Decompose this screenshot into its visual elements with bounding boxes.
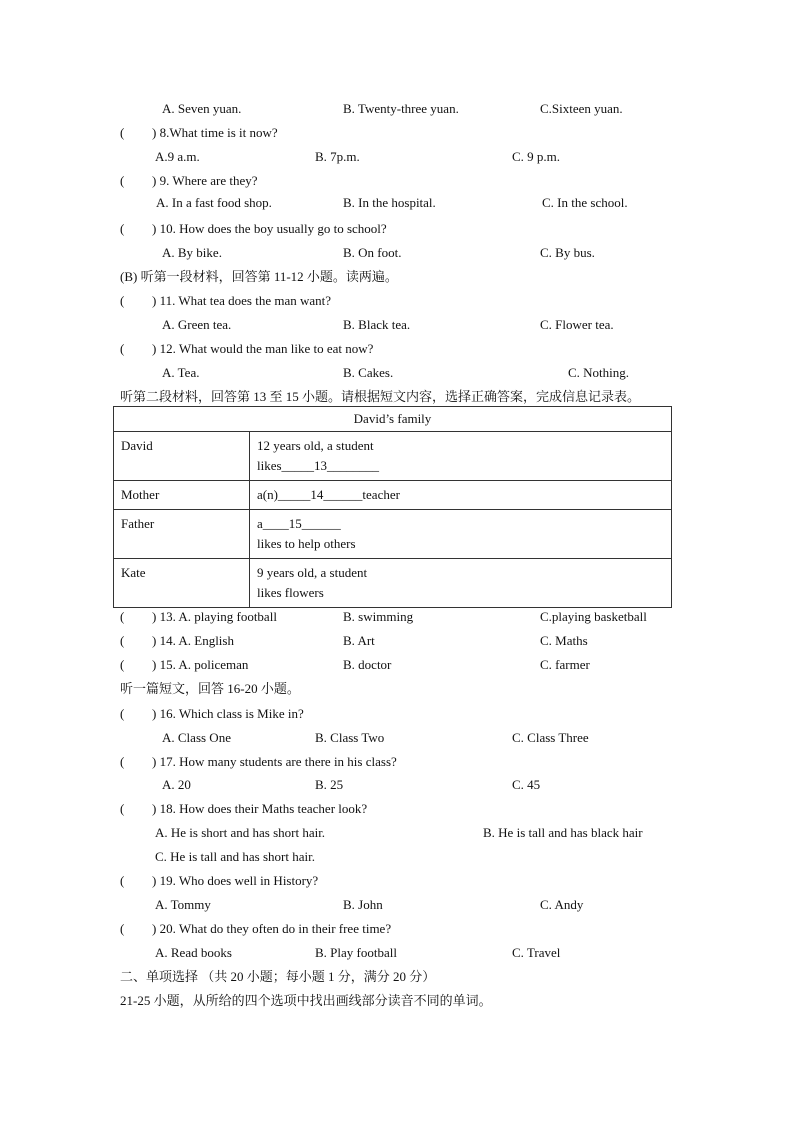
part2-title: 二、单项选择 （共 20 小题；每小题 1 分，满分 20 分） (120, 969, 436, 984)
q10-paren: ( (120, 221, 125, 236)
q8-option-c: C. 9 p.m. (512, 149, 561, 164)
davids-family-table (113, 406, 672, 608)
q17-stem: ) 17. How many students are there in his class? (152, 754, 397, 769)
q10-option-a: A. By bike. (162, 245, 222, 260)
q16-option-a: A. Class One (162, 730, 231, 745)
q18-option-c: C. He is tall and has short hair. (155, 849, 315, 864)
q20-option-a: A. Read books (155, 945, 232, 960)
q13-option-b: B. swimming (343, 609, 414, 624)
q15-stem: ) 15. A. policeman (152, 657, 249, 672)
row-info-line2: likes to help others (257, 536, 356, 551)
q14-stem: ) 14. A. English (152, 633, 234, 648)
q7-option-a: A. Seven yuan. (162, 101, 242, 116)
q10-stem: ) 10. How does the boy usually go to school? (152, 221, 387, 236)
row-info-line1: a(n)_____14______teacher (257, 487, 400, 502)
q20-option-c: C. Travel (512, 945, 561, 960)
q8-paren: ( (120, 125, 125, 140)
q8-option-a: A.9 a.m. (155, 149, 200, 164)
q13-option-c: C.playing basketball (540, 609, 647, 624)
q7-option-c: C.Sixteen yuan. (540, 101, 623, 116)
q13-stem: ) 13. A. playing football (152, 609, 277, 624)
section-3-instruction: 听一篇短文，回答 16-20 小题。 (120, 681, 300, 696)
q17-option-a: A. 20 (162, 777, 191, 792)
row-info-line2: likes flowers (257, 585, 324, 600)
q15-option-c: C. farmer (540, 657, 590, 672)
q7-option-b: B. Twenty-three yuan. (343, 101, 459, 116)
table-row (114, 559, 672, 608)
q9-option-c: C. In the school. (542, 195, 628, 210)
q12-stem: ) 12. What would the man like to eat now? (152, 341, 374, 356)
q8-option-b: B. 7p.m. (315, 149, 360, 164)
q10-option-b: B. On foot. (343, 245, 402, 260)
q14-paren: ( (120, 633, 125, 648)
q20-option-b: B. Play football (315, 945, 397, 960)
q19-option-a: A. Tommy (155, 897, 211, 912)
row-info (250, 559, 672, 608)
q19-stem: ) 19. Who does well in History? (152, 873, 319, 888)
q16-stem: ) 16. Which class is Mike in? (152, 706, 304, 721)
q13-paren: ( (120, 609, 125, 624)
row-name: Kate (114, 559, 250, 608)
table-row (114, 510, 672, 559)
q19-option-b: B. John (343, 897, 383, 912)
q19-paren: ( (120, 873, 125, 888)
q12-option-c: C. Nothing. (568, 365, 630, 380)
row-info-line1: a____15______ (257, 516, 341, 531)
q11-option-a: A. Green tea. (162, 317, 232, 332)
row-info-line2: likes_____13________ (257, 458, 380, 473)
row-info-line1: 9 years old, a student (257, 565, 368, 580)
q16-option-b: B. Class Two (315, 730, 385, 745)
section-b-instruction: (B) 听第一段材料，回答第 11-12 小题。读两遍。 (120, 269, 398, 284)
q18-stem: ) 18. How does their Maths teacher look? (152, 801, 368, 816)
q18-paren: ( (120, 801, 125, 816)
row-name: Father (114, 510, 250, 559)
q15-option-b: B. doctor (343, 657, 392, 672)
q11-option-b: B. Black tea. (343, 317, 411, 332)
q18-option-b: B. He is tall and has black hair (483, 825, 643, 840)
q17-option-c: C. 45 (512, 777, 541, 792)
table-row (114, 432, 672, 481)
section-2-instruction: 听第二段材料，回答第 13 至 15 小题。请根据短文内容，选择正确答案，完成信息记录表。 (120, 389, 641, 404)
q14-option-b: B. Art (343, 633, 375, 648)
q9-option-b: B. In the hospital. (343, 195, 436, 210)
q9-paren: ( (120, 173, 125, 188)
q12-paren: ( (120, 341, 125, 356)
q15-paren: ( (120, 657, 125, 672)
q12-option-a: A. Tea. (162, 365, 200, 380)
q12-option-b: B. Cakes. (343, 365, 394, 380)
q11-stem: ) 11. What tea does the man want? (152, 293, 332, 308)
table-row (114, 481, 672, 510)
row-name: Mother (114, 481, 250, 510)
q10-option-c: C. By bus. (540, 245, 595, 260)
q8-stem: ) 8.What time is it now? (152, 125, 278, 140)
row-name: David (114, 432, 250, 481)
q9-option-a: A. In a fast food shop. (156, 195, 272, 210)
q17-paren: ( (120, 754, 125, 769)
q16-paren: ( (120, 706, 125, 721)
q17-option-b: B. 25 (315, 777, 344, 792)
q20-paren: ( (120, 921, 125, 936)
q11-option-c: C. Flower tea. (540, 317, 614, 332)
part2-instruction: 21-25 小题，从所给的四个选项中找出画线部分读音不同的单词。 (120, 993, 492, 1008)
q9-stem: ) 9. Where are they? (152, 173, 258, 188)
q11-paren: ( (120, 293, 125, 308)
row-info (250, 432, 672, 481)
row-info (250, 481, 672, 510)
q20-stem: ) 20. What do they often do in their free time? (152, 921, 392, 936)
q14-option-c: C. Maths (540, 633, 588, 648)
q16-option-c: C. Class Three (512, 730, 589, 745)
q19-option-c: C. Andy (540, 897, 584, 912)
row-info-line1: 12 years old, a student (257, 438, 374, 453)
table-title: David’s family (114, 407, 672, 432)
row-info (250, 510, 672, 559)
q18-option-a: A. He is short and has short hair. (155, 825, 326, 840)
